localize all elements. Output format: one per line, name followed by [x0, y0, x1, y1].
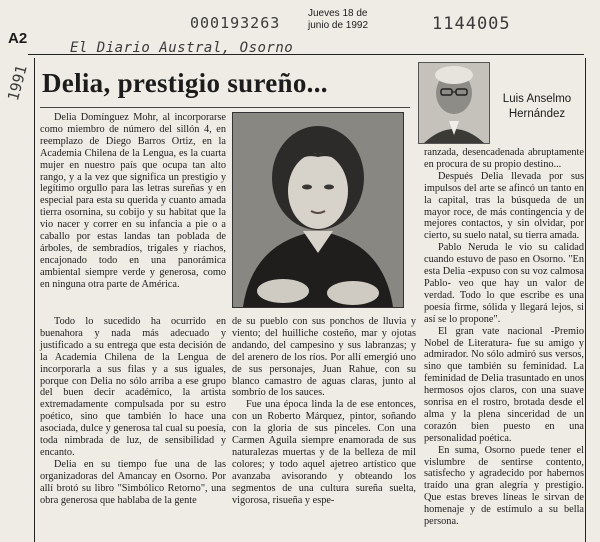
paragraph: El gran vate nacional -Premio Nobel de Literatura- fue su amigo y admirador. No sólo admiró sus versos, sino que también su feminidad. La feminidad de Delia trasuntado en unos hermosos ojos claros, con una suave sonrisa en el rostro, brotada desde el alma y la plena sinceridad de un corazón bien puesto en una personalidad poética.: [424, 325, 584, 444]
archive-code-right: 1144005: [432, 14, 511, 34]
page-number: A2: [8, 30, 28, 47]
subject-photo: [232, 112, 404, 308]
column-1-bottom: [40, 316, 226, 507]
date-line-1: Jueves 18 de: [308, 8, 368, 19]
paragraph: Después Delia llevada por sus impulsos del arte se afincó un tanto en la capital, tras la búsqueda de un mayor roce, de más contingencia y de mejores contactos, y sin olvidar, por cierto, su suelo natal, su tierra amada.: [424, 170, 584, 242]
headline-rule: [40, 107, 410, 108]
paragraph: En suma, Osorno puede tener el vislumbre de sentirse contento, satisfecho y agradecido por habernos traído una gran alegría y prestigio. Que estas breves líneas le sirvan de homenaje y de estímulo a su bella persona.: [424, 444, 584, 528]
source-note: El Diario Austral, Osorno: [70, 40, 294, 56]
paragraph: Todo lo sucedido ha ocurrido en buenahora y nada más adecuado y justificado a su entrega que esta decisión de la Academia Chilena de la Lengua de incorporarla a sus filas y a sus iguales, porque con Delia no sólo arriba a ese grupo del buen decir académico, la artista extremadamente compulsada por su estro poético, sino que también lo hace una asociada, dulce y generosa tal cual su poesía, toda nimbrada de luz, de sensibilidad y encanto.: [40, 316, 226, 458]
paragraph: Fue una época linda la de ese entonces, con un Roberto Márquez, pintor, soñando con la gloria de sus pinceles. Con una Carmen Aguila siempre enamorada de sus naturalezas muertas y de la belleza de mil colores; y todo aquel ajetreo artístico que avanzaba avisorando y obteando los segmentos de una cultura sureña suelta, vigorosa, risueña y espe-: [232, 399, 416, 506]
article-headline: Delia, prestigio sureño...: [42, 68, 328, 98]
paragraph: de su pueblo con sus ponchos de lluvia y viento; del huilliche costeño, mar y ojotas andando, del campesino y sus labranzas; y del arenero de los ríos. Por allí emergió uno de sus personajes, Juan Rahue, con su blanco camastro de aguas claras, junto al sombrío de los sauces.: [232, 316, 416, 399]
year-note: 1991: [4, 63, 31, 103]
author-byline: Luis Anselmo Hernández: [502, 93, 572, 120]
archive-code-left: 000193263: [190, 14, 281, 32]
date-line-2: junio de 1992: [308, 20, 369, 31]
woman-portrait-icon: [233, 113, 403, 307]
column-2: [232, 316, 416, 507]
author-portrait-image: [418, 62, 490, 144]
paragraph: Delia en su tiempo fue una de las organizadoras del Amancay en Osorno. Por allí brotó su libro "Simbólico Retorno", una obra generosa que hablaba de la gente: [40, 458, 226, 506]
paragraph: ranzada, desencadenada abruptamente en procura de su propio destino...: [424, 147, 584, 170]
top-rule: [28, 54, 584, 55]
column-1-top: [40, 112, 226, 291]
publication-date: [308, 8, 418, 32]
column-3: [424, 147, 584, 528]
paragraph: Pablo Neruda le vio su calidad cuando estuvo de paso en Osorno. "En esta Delia -expuso con su voz calmosa Pablo- veo que hay un valor de verdad. Todo lo que escribe es una poesía firme, sólida y llegará lejos, si así se lo propone".: [424, 242, 584, 325]
author-portrait-icon: [419, 63, 489, 143]
paragraph: Delia Domínguez Mohr, al incorporarse como miembro de número del sillón 4, en reemplazo de Diego Barros Ortiz, en la Academia Chilena de la Lengua, es la cuarta mujer en nuestro país que ocupa tan alto rango, y a la vez que significa un prestigio y legítimo orgullo para las letras sureñas y en especial para esta su querida y cuanto amada tierra osornina, su cobijo y su habitat que la vio nacer y correr en su infancia a pie o a caballo por estas landas tan poblada de árboles, de sembradíos, trigales y riachos, encajonado todo en una panorámica ambiental siempre verde y generosa, como en ninguna otra parte de América.: [40, 112, 226, 290]
